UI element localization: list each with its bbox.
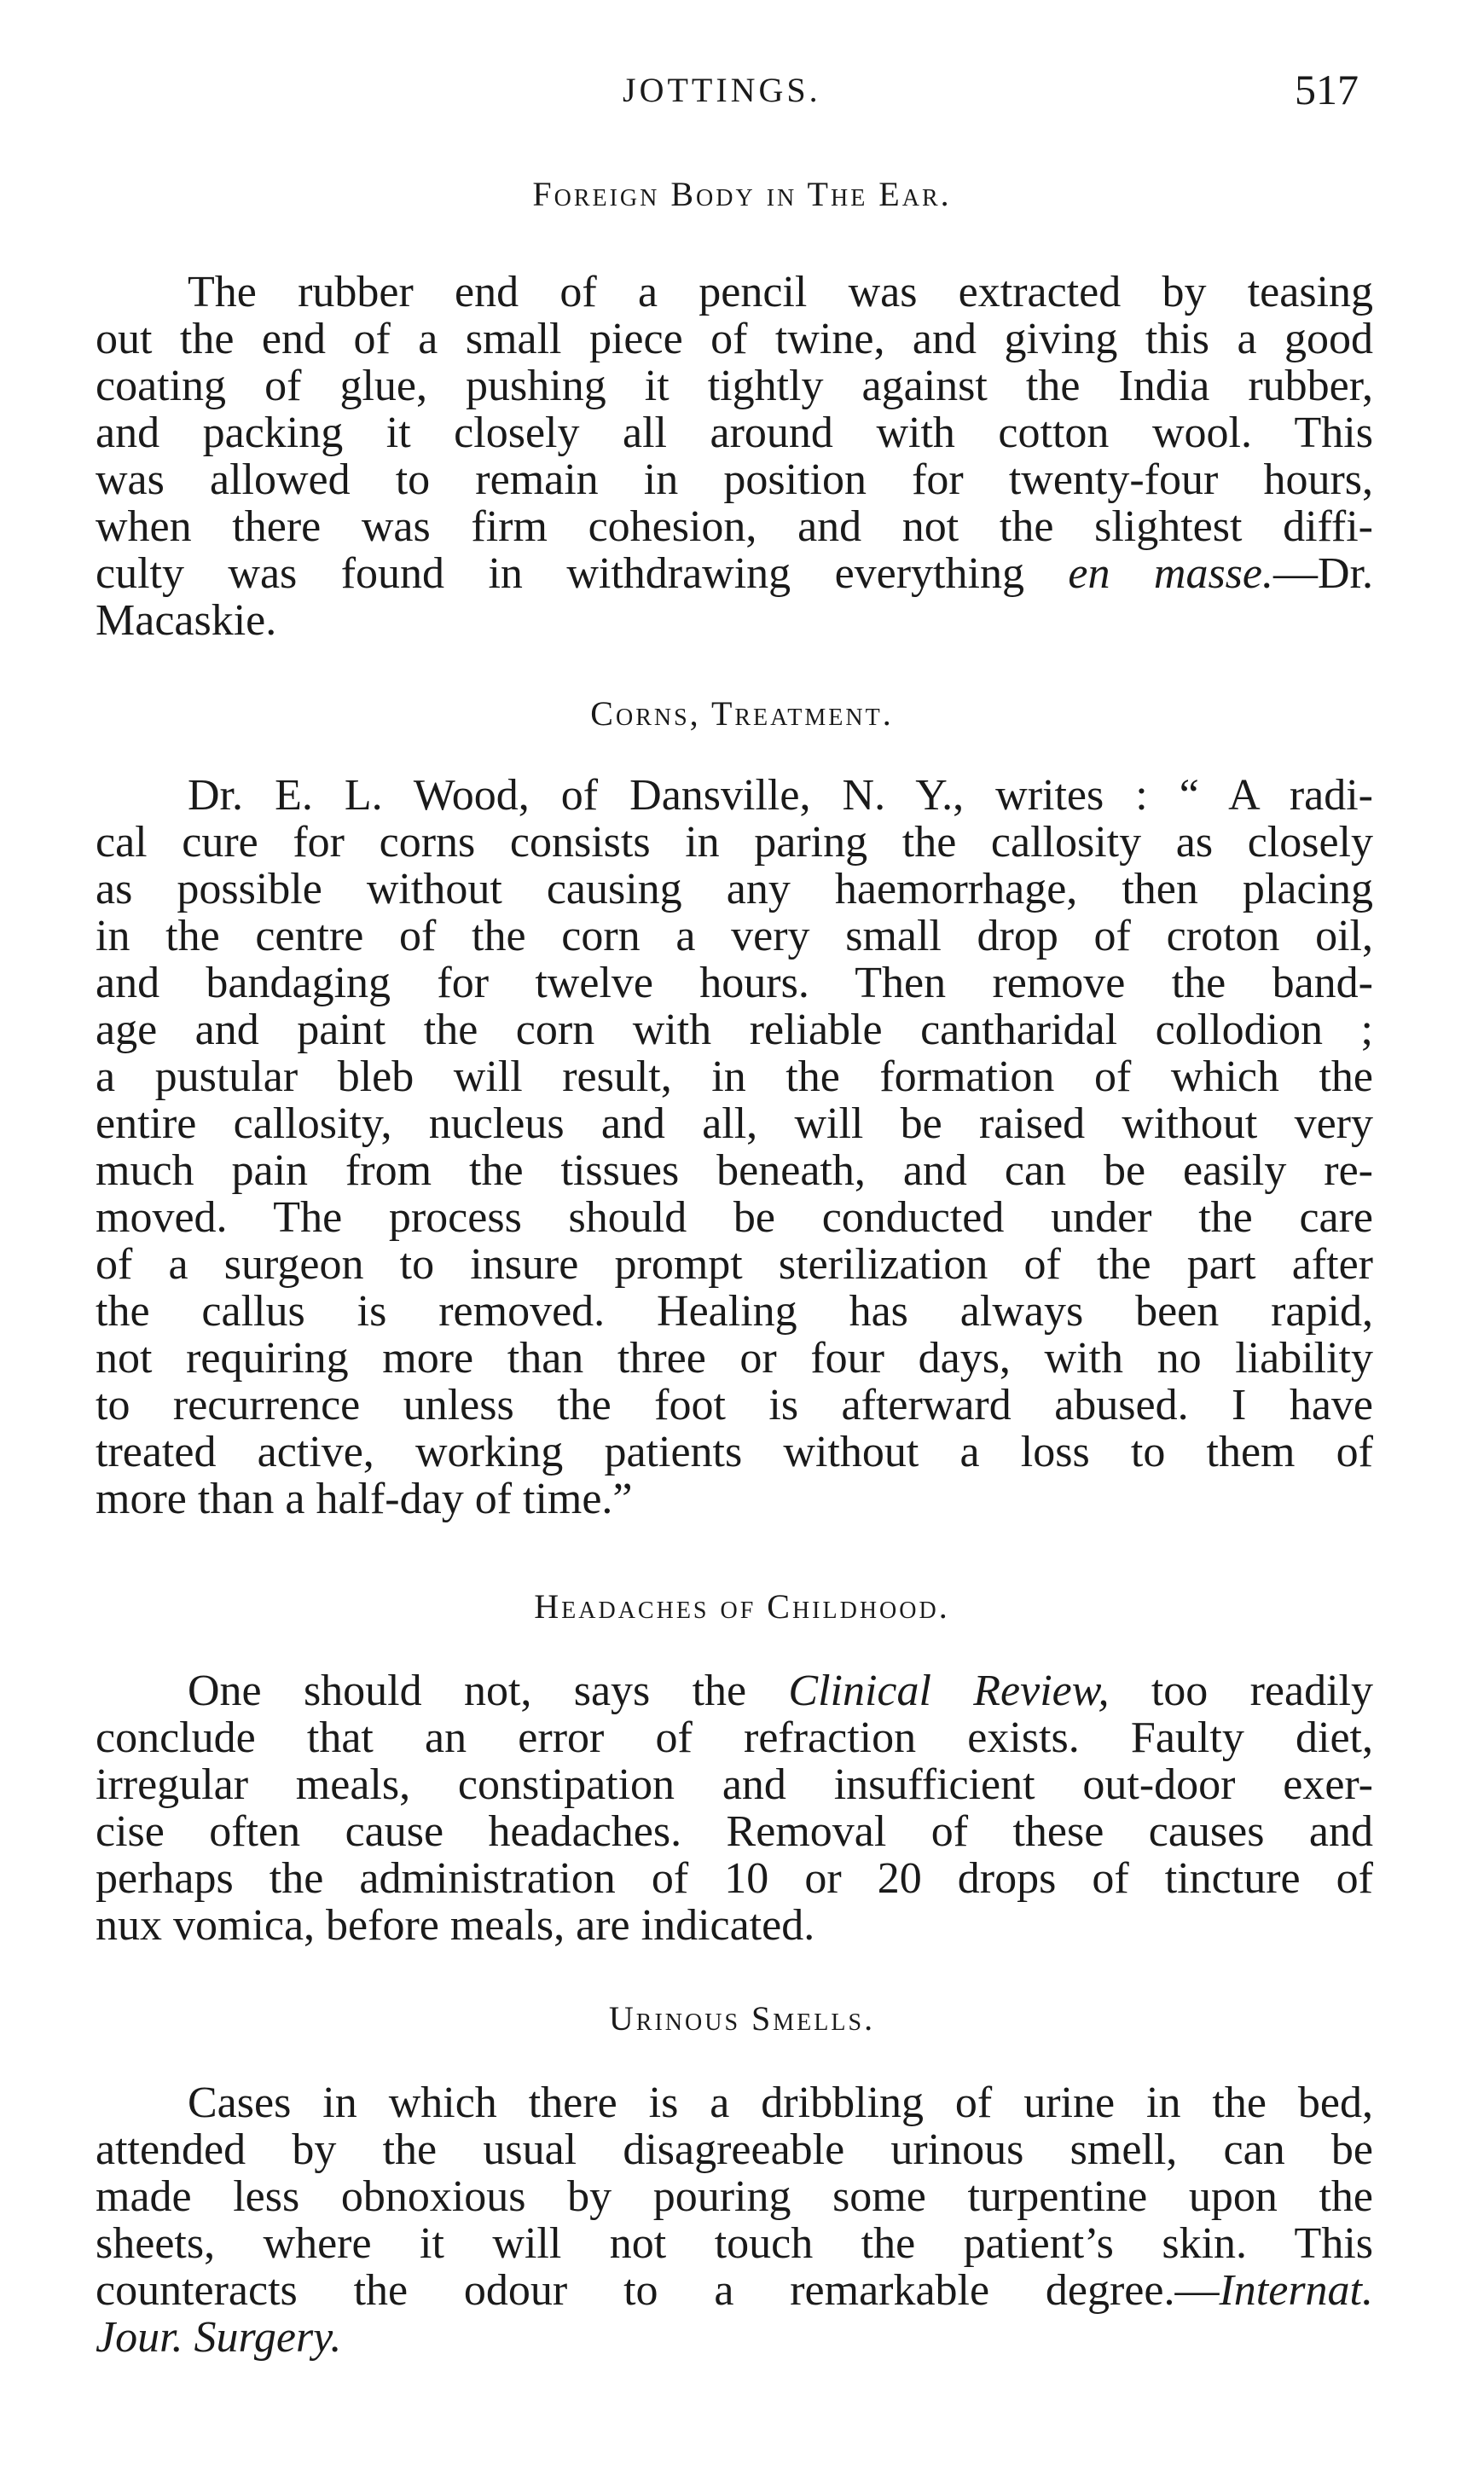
text-segment: —Dr. (1273, 549, 1374, 598)
text-line: and bandaging for twelve hours. Then remove the band- (96, 959, 1373, 1007)
text-line: a pustular bleb will result, in the formation of which the (96, 1052, 1373, 1101)
text-line: moved. The process should be conducted under the care (96, 1193, 1373, 1242)
text-line: the callus is removed. Healing has always been rapid, (96, 1287, 1373, 1336)
section-body-headaches (96, 1667, 1373, 1949)
text-line: made less obnoxious by pouring some turpentine upon the (96, 2172, 1373, 2221)
text-line: more than a half-day of time.” (96, 1475, 633, 1523)
text-line: cise often cause headaches. Removal of these causes and (96, 1807, 1373, 1856)
section-heading-foreign-body: Foreign Body in The Ear. (532, 175, 952, 213)
italic-phrase: Internat. (1219, 2266, 1373, 2315)
section-heading-headaches: Headaches of Childhood. (534, 1587, 950, 1626)
running-title: JOTTINGS. (623, 71, 821, 109)
text-line: when there was firm cohesion, and not the slightest diffi- (96, 502, 1373, 551)
text-line: Dr. E. L. Wood, of Dansville, N. Y., writes : “ A radi- (188, 771, 1373, 820)
text-segment: too readily (1109, 1667, 1373, 1715)
text-line: age and paint the corn with reliable cantharidal collodion ; (96, 1006, 1373, 1054)
text-segment: counteracts the odour to a remarkable degree.— (96, 2266, 1220, 2315)
text-line: conclude that an error of refraction exists. Faulty diet, (96, 1713, 1373, 1762)
text-line: and packing it closely all around with cotton wool. This (96, 409, 1373, 457)
text-line: nux vomica, before meals, are indicated. (96, 1901, 815, 1950)
text-line: irregular meals, constipation and insufficient out-door exer- (96, 1760, 1373, 1809)
text-line: coating of glue, pushing it tightly against the India rubber, (96, 362, 1373, 410)
text-line: not requiring more than three or four days, with no liability (96, 1334, 1373, 1383)
text-line: treated active, working patients without a loss to them of (96, 1428, 1373, 1476)
section-body-urinous-smells (96, 2079, 1373, 2361)
text-line: as possible without causing any haemorrhage, then placing (96, 865, 1373, 913)
text-line: attended by the usual disagreeable urinous smell, can be (96, 2125, 1373, 2174)
text-line (96, 2267, 1373, 2314)
running-head (0, 66, 1484, 121)
section-body-foreign-body (96, 269, 1373, 644)
text-line: much pain from the tissues beneath, and can be easily re- (96, 1146, 1373, 1195)
text-line: Jour. Surgery. (96, 2313, 342, 2362)
text-line: Macaskie. (96, 596, 277, 645)
section-heading-corns: Corns, Treatment. (590, 694, 894, 733)
text-line: in the centre of the corn a very small drop of croton oil, (96, 912, 1373, 960)
text-line (96, 550, 1373, 597)
text-line: sheets, where it will not touch the patient’s skin. This (96, 2219, 1373, 2268)
section-body-corns (96, 772, 1373, 1522)
text-line: to recurrence unless the foot is afterward abused. I have (96, 1381, 1373, 1429)
text-line: Cases in which there is a dribbling of urine in the bed, (188, 2079, 1373, 2127)
section-heading-urinous-smells: Urinous Smells. (608, 1999, 876, 2038)
text-line: perhaps the administration of 10 or 20 drops of tincture of (96, 1854, 1373, 1903)
page-number: 517 (1295, 66, 1359, 113)
text-line: The rubber end of a pencil was extracted by teasing (188, 268, 1373, 316)
text-line: entire callosity, nucleus and all, will be raised without very (96, 1099, 1373, 1148)
text-line: was allowed to remain in position for twenty-four hours, (96, 455, 1373, 504)
text-segment: culty was found in withdrawing everything (96, 549, 1069, 598)
text-line: out the end of a small piece of twine, and giving this a good (96, 315, 1373, 363)
text-line: of a surgeon to insure prompt sterilization of the part after (96, 1240, 1373, 1289)
text-line (96, 1667, 1373, 1714)
text-line: cal cure for corns consists in paring the callosity as closely (96, 818, 1373, 867)
italic-phrase: en masse. (1068, 549, 1274, 598)
italic-phrase: Clinical Review, (788, 1667, 1110, 1715)
text-segment: One should not, says the (188, 1667, 789, 1715)
